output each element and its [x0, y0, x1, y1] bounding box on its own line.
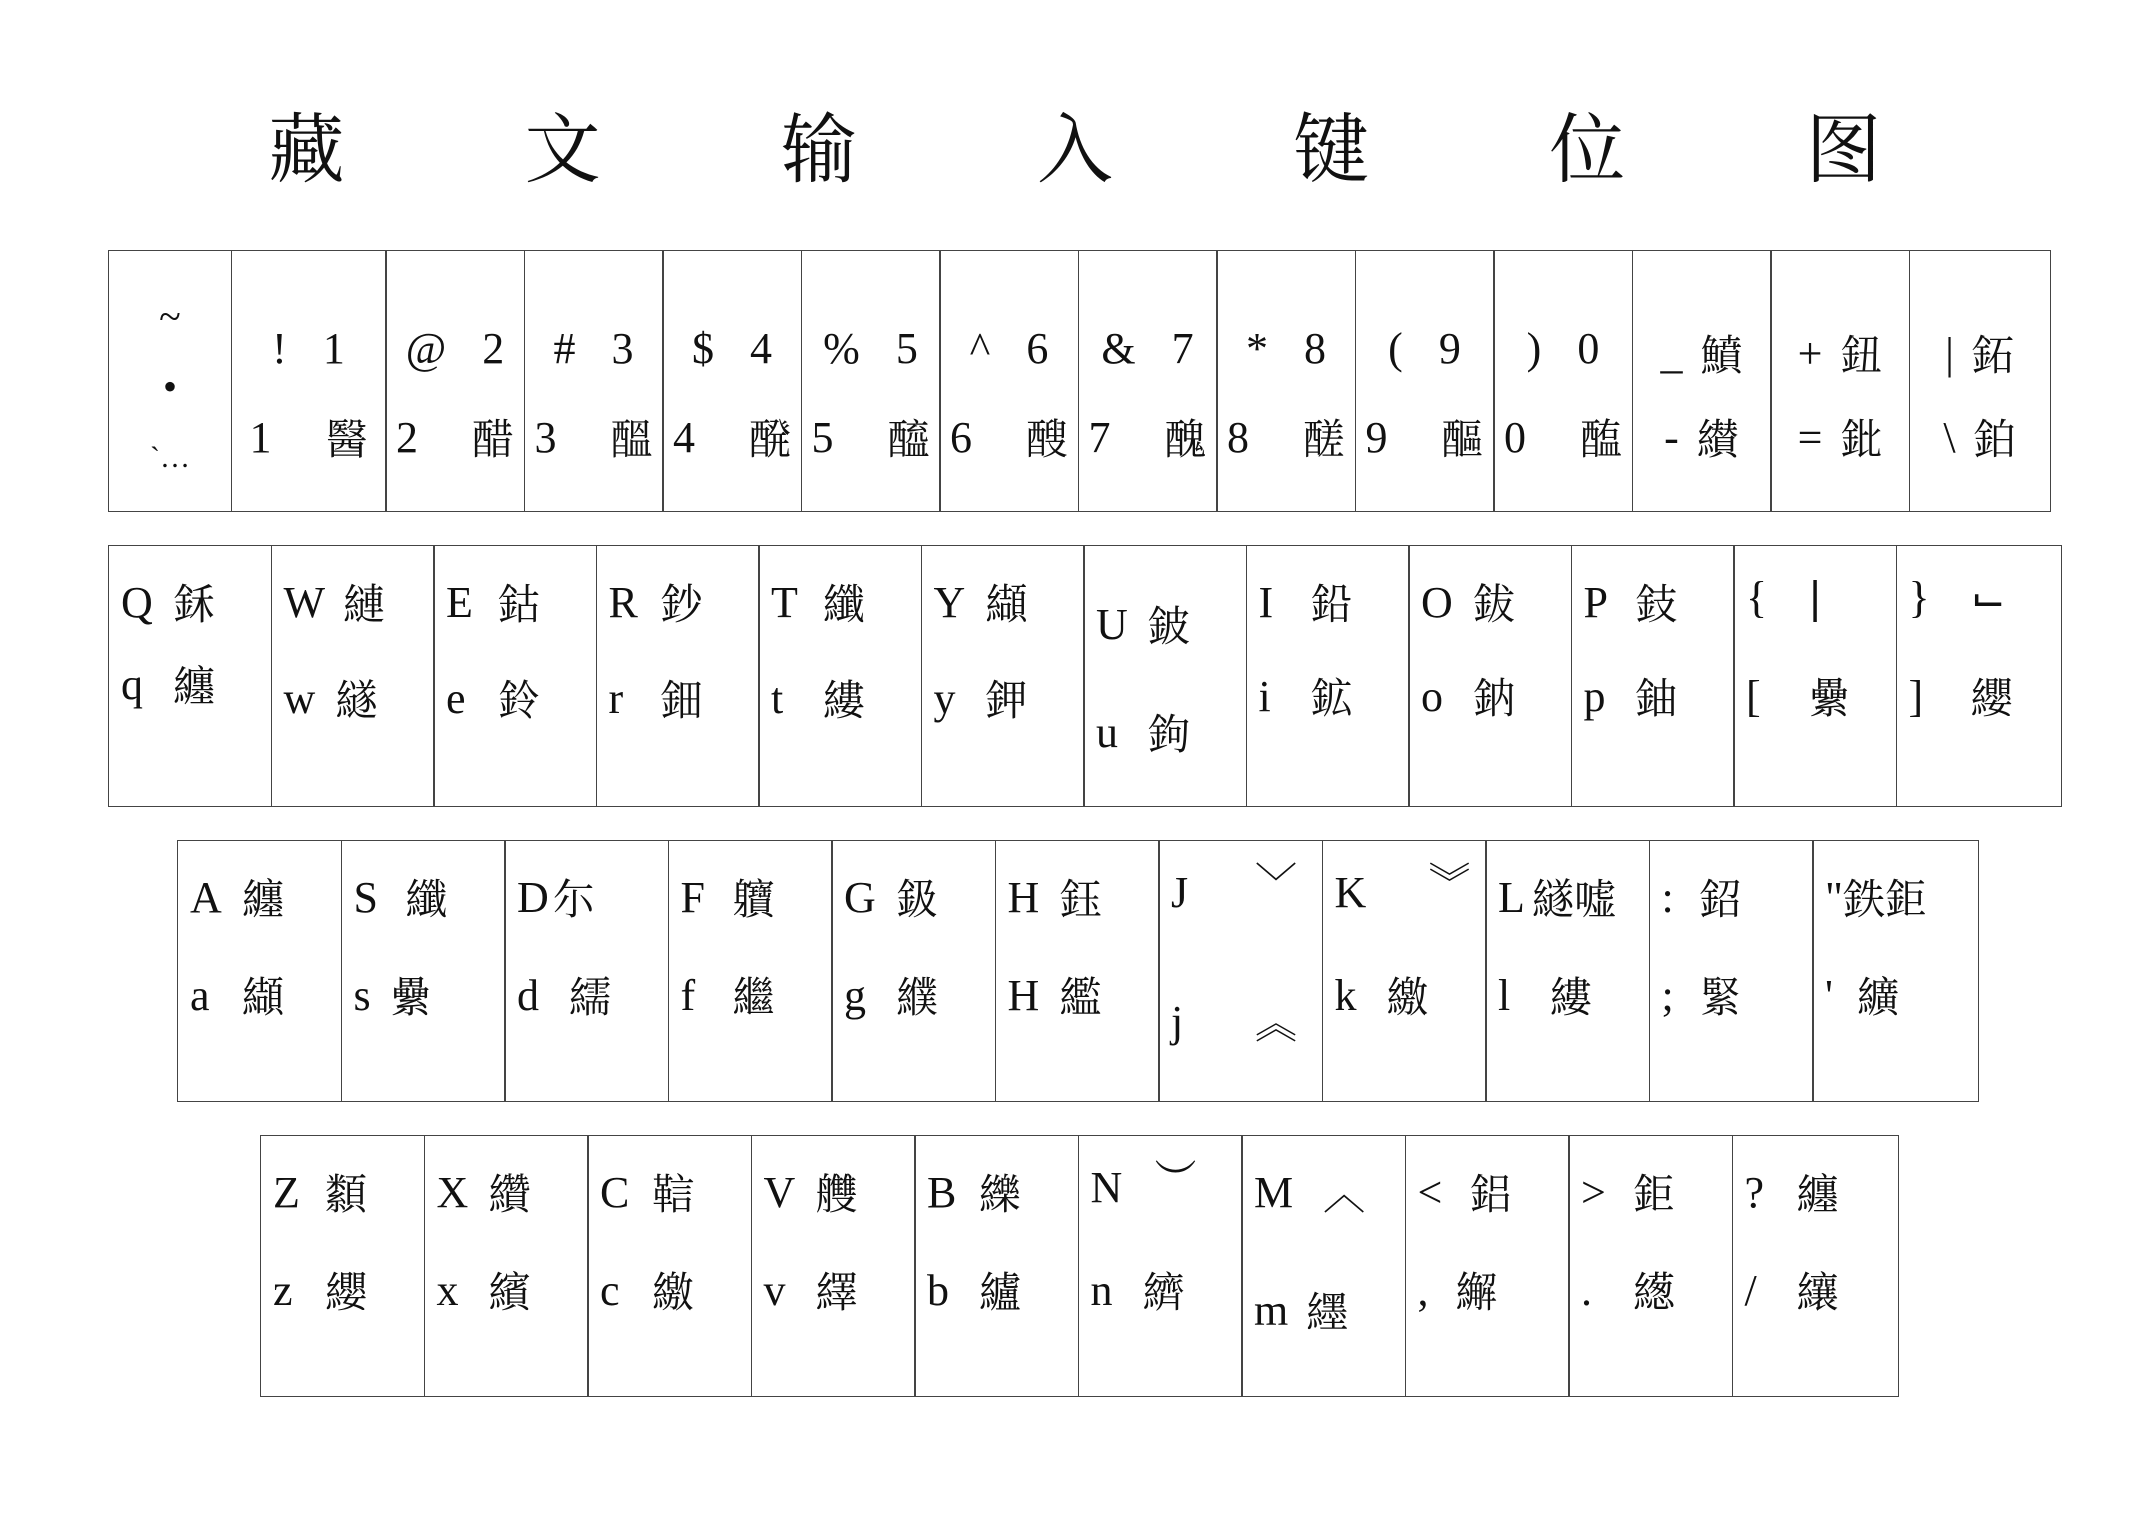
key-upper-letter: A: [190, 872, 222, 922]
key-lower-letter: m: [1254, 1285, 1289, 1335]
key-t: [758, 545, 922, 807]
key-tibetan-char: 醧: [1441, 415, 1484, 464]
key-lower-symbol: ;: [1661, 970, 1674, 1020]
key-lower-char: 纊: [1857, 973, 1900, 1022]
key-tibetan-char: 醞: [610, 415, 653, 464]
key-upper-letter: M: [1254, 1167, 1294, 1217]
key-upper-char: 䩧: [652, 1170, 695, 1219]
key-lower-char: 纓: [325, 1268, 368, 1317]
key-s: [341, 840, 506, 1102]
key-tibetan-char: 醋: [471, 415, 514, 464]
key-upper-char: 纖: [823, 580, 866, 629]
key-lower-letter: j: [1171, 996, 1184, 1046]
key-upper-letter: T: [771, 577, 798, 627]
key-upper-char: 纇: [325, 1170, 368, 1219]
key-lower-letter: c: [600, 1265, 620, 1315]
key-upper-letter: R: [608, 577, 638, 627]
key-symbol: \: [1943, 412, 1956, 462]
key-shift-digit: 7: [1171, 324, 1194, 373]
key-tibetan-char: 醢: [1579, 415, 1622, 464]
key-upper-symbol: ?: [1744, 1167, 1765, 1217]
key-l: [1485, 840, 1650, 1102]
key-lower-letter: p: [1583, 671, 1606, 721]
key-tibetan-char: 醫: [325, 415, 368, 464]
key-lower-char: 鉤: [1148, 710, 1191, 759]
key-upper-char: ﹀: [1255, 858, 1298, 908]
key-lower-letter: y: [933, 673, 956, 723]
key-upper-char: 鋁: [1469, 1170, 1512, 1219]
key-lower-char: 纍: [1808, 674, 1851, 723]
key-tibetan-char: 醙: [1025, 415, 1068, 464]
key-right-bracket: [1896, 545, 2062, 807]
key-upper-symbol: <: [1417, 1167, 1443, 1217]
key-lower-char: 繲: [1455, 1268, 1498, 1317]
key-lower-char: 繸: [335, 676, 378, 725]
key-upper-letter: E: [446, 577, 473, 627]
key-upper-symbol: {: [1746, 573, 1768, 622]
key-e: [433, 545, 597, 807]
key-quote: [1812, 840, 1979, 1102]
key-shift-digit: 3: [611, 324, 634, 373]
key-lower-letter: b: [927, 1265, 949, 1315]
key-upper-letter: V: [763, 1167, 796, 1217]
key-4: [662, 250, 802, 512]
key-lower-char: 鈴: [498, 676, 541, 725]
key-upper-char: 鉅: [1633, 1170, 1676, 1219]
key-tibetan-char: 鈚: [1840, 415, 1883, 464]
key-upper-char: 纅: [979, 1170, 1022, 1219]
key-lower-letter: d: [517, 970, 539, 1020]
key-lower-char: 纍: [389, 973, 432, 1022]
key-upper-letter: O: [1421, 577, 1453, 627]
key-shift-symbol: $: [692, 324, 714, 373]
key-lower-char: 縷: [1550, 973, 1593, 1022]
key-a: [177, 840, 342, 1102]
key-lower-char: 繽: [488, 1268, 531, 1317]
key-lower-symbol: [: [1746, 671, 1761, 721]
key-lower-char: 鈿: [660, 676, 703, 725]
key-shift-symbol: ): [1526, 324, 1542, 373]
key-lower-char: 縷: [823, 676, 866, 725]
key-c: [587, 1135, 752, 1397]
key-upper-symbol: }: [1908, 573, 1930, 622]
key-tibetan-char: 醗: [748, 415, 791, 464]
key-7: [1078, 250, 1218, 512]
key-h: [995, 840, 1160, 1102]
key-upper-letter: I: [1258, 577, 1274, 627]
key-lower-letter: f: [680, 970, 696, 1020]
key-upper-char: 繸嘘: [1532, 875, 1617, 924]
key-lower-letter: z: [273, 1265, 293, 1315]
page-title: 藏 文 输 入 键 位 图: [268, 105, 1960, 194]
key-lower-char: 繳: [652, 1268, 695, 1317]
key-digit: 0: [1503, 412, 1526, 462]
key-lower-letter: u: [1096, 707, 1118, 757]
key-lower-letter: g: [844, 970, 866, 1020]
key-digit: 1: [249, 412, 272, 462]
key-upper-char: 縺: [343, 580, 386, 629]
key-upper-char: ⌙: [1970, 573, 2006, 622]
key-upper-letter: J: [1171, 868, 1189, 917]
key-upper-char: 纖: [405, 875, 448, 924]
key-i: [1246, 545, 1410, 807]
key-upper-symbol: :: [1661, 872, 1674, 922]
key-backslash: [1909, 250, 2051, 512]
key-lower-letter: l: [1498, 970, 1511, 1020]
key-shift-symbol: _: [1660, 328, 1683, 378]
key-slash: [1732, 1135, 1899, 1397]
key-shift-digit: 0: [1577, 324, 1600, 373]
key-upper-char: 鈘: [1635, 580, 1678, 629]
key-symbol: -: [1664, 412, 1679, 462]
key-6: [939, 250, 1079, 512]
key-upper-char: 鉌: [173, 580, 216, 629]
key-lower-char: 纃: [1142, 1268, 1185, 1317]
key-m: [1241, 1135, 1406, 1397]
key-middle: •: [162, 364, 177, 409]
key-o: [1408, 545, 1572, 807]
key-shift-symbol: (: [1388, 324, 1403, 373]
key-lower-char: 繱: [1633, 1268, 1676, 1317]
key-tibetan-char: 醜: [1164, 415, 1207, 464]
key-lower-letter: n: [1090, 1265, 1113, 1315]
key-upper-letter: Z: [273, 1167, 300, 1217]
key-shift-symbol: ^: [969, 324, 991, 373]
key-lower-char: 鉱: [1310, 674, 1353, 723]
key-left-bracket: [1733, 545, 1897, 807]
key-lower-char: 繼: [732, 973, 775, 1022]
key-lower-letter: v: [763, 1265, 786, 1315]
key-3: [524, 250, 664, 512]
key-upper-char: 軉: [732, 875, 775, 924]
key-lower-letter: x: [436, 1265, 459, 1315]
key-lower-char: 纀: [896, 973, 939, 1022]
key-digit: 5: [811, 412, 834, 462]
key-lower-letter: a: [190, 970, 210, 1020]
key-f: [668, 840, 833, 1102]
key-upper-char: 艭: [815, 1170, 858, 1219]
key-lower-char: 繳: [1386, 973, 1429, 1022]
key-lower-char: 纆: [1306, 1288, 1349, 1337]
key-tibetan-char: 纉: [1696, 415, 1739, 464]
keyboard-row-bottom: [260, 1135, 1897, 1397]
key-upper-letter: U: [1096, 599, 1128, 649]
key-lower-char: 鈉: [1473, 674, 1516, 723]
key-lower-char: 繿: [1059, 973, 1102, 1022]
key-shift-symbol: &: [1101, 324, 1136, 373]
key-lower-symbol: ,: [1417, 1265, 1429, 1315]
key-lower-char: 纈: [242, 973, 285, 1022]
key-y: [921, 545, 1085, 807]
key-tibetan-char: 醝: [1302, 415, 1345, 464]
key-q: [108, 545, 272, 807]
key-digit: 2: [395, 412, 418, 462]
key-lower-letter: H: [1007, 970, 1040, 1020]
key-lower-letter: i: [1258, 671, 1271, 721]
key-shift-digit: 9: [1438, 324, 1461, 373]
key-lower-char: 緊: [1699, 973, 1742, 1022]
key-upper-letter: N: [1090, 1163, 1123, 1212]
key-9: [1355, 250, 1495, 512]
key-upper-char: 尓: [553, 875, 596, 924]
key-upper-letter: P: [1583, 577, 1608, 627]
key-upper-letter: L: [1498, 872, 1525, 922]
key-digit: 3: [534, 412, 557, 462]
key-upper-char: ︿: [1323, 1170, 1366, 1219]
key-p: [1571, 545, 1735, 807]
key-upper-letter: C: [600, 1167, 630, 1217]
key-upper-char: ︾: [1428, 858, 1471, 908]
key-shift-tibetan-char: 鱝: [1700, 331, 1743, 380]
key-lower-letter: e: [446, 673, 466, 723]
key-lower-letter: q: [121, 659, 143, 709]
key-lower-char: 鉀: [985, 676, 1028, 725]
key-lower-symbol: /: [1744, 1265, 1757, 1315]
key-lower-char: 鈾: [1635, 674, 1678, 723]
key-shift-tibetan-char: 鉐: [1971, 331, 2014, 380]
key-r: [596, 545, 760, 807]
key-shift-symbol: *: [1246, 324, 1268, 373]
key-upper-char: 鉊: [1699, 875, 1742, 924]
key-shift-digit: 5: [895, 324, 918, 373]
key-lower-letter: s: [353, 970, 371, 1020]
key-b: [914, 1135, 1079, 1397]
key-upper-letter: F: [680, 872, 705, 922]
key-lower-letter: r: [608, 673, 624, 723]
key-z: [260, 1135, 425, 1397]
key-lower-char: ︽: [1255, 999, 1298, 1048]
key-upper-char: 鉛: [1310, 580, 1353, 629]
key-upper-letter: W: [283, 577, 326, 627]
key-shift-symbol: +: [1797, 328, 1823, 378]
key-upper-char: 鈹: [1148, 602, 1191, 651]
keyboard-row-qwerty: [108, 545, 2060, 807]
key-lower-char: 纓: [1970, 674, 2013, 723]
key-lower-symbol: .: [1581, 1265, 1592, 1315]
key-comma: [1405, 1135, 1570, 1397]
key-tilde: [108, 250, 232, 512]
key-w: [271, 545, 435, 807]
key-upper-char: 纘: [488, 1170, 531, 1219]
key-u: [1083, 545, 1247, 807]
key-n: [1078, 1135, 1243, 1397]
key-lower-letter: k: [1334, 970, 1357, 1020]
key-shift-symbol: #: [553, 324, 576, 373]
key-shift-symbol: |: [1945, 328, 1954, 378]
keyboard-row-number: [108, 250, 2049, 512]
key-upper-symbol: ": [1825, 872, 1843, 922]
key-semicolon: [1649, 840, 1814, 1102]
key-j: [1158, 840, 1323, 1102]
key-lower-letter: o: [1421, 671, 1443, 721]
key-upper-char: 纈: [985, 580, 1028, 629]
key-v: [751, 1135, 916, 1397]
key-upper-char: |: [1808, 573, 1823, 622]
key-upper-letter: K: [1334, 868, 1367, 917]
key-digit: 4: [672, 412, 695, 462]
key-digit: 6: [949, 412, 972, 462]
key-upper-letter: S: [353, 872, 378, 922]
key-k: [1322, 840, 1487, 1102]
key-upper-letter: G: [844, 872, 876, 922]
key-digit: 8: [1226, 412, 1249, 462]
key-shift-digit: 6: [1026, 324, 1049, 373]
key-lower: `…: [150, 441, 190, 474]
key-upper-char: 鈷: [498, 580, 541, 629]
keyboard-row-home: [177, 840, 1978, 1102]
key-minus: [1632, 250, 1772, 512]
key-upper-char: 鈸: [1473, 580, 1516, 629]
key-5: [801, 250, 941, 512]
key-8: [1216, 250, 1356, 512]
key-upper-char: ︶: [1154, 1155, 1197, 1205]
key-upper-char: 鈒: [896, 875, 939, 924]
key-lower-char: 繹: [815, 1268, 858, 1317]
key-upper-char: 鈺: [1059, 875, 1102, 924]
key-lower-char: 纕: [1796, 1268, 1839, 1317]
key-upper-letter: B: [927, 1167, 957, 1217]
key-1: [231, 250, 387, 512]
key-shift-symbol: !: [272, 324, 287, 373]
key-lower-char: 纏: [173, 662, 216, 711]
key-shift-digit: 1: [322, 324, 345, 373]
key-period: [1568, 1135, 1733, 1397]
key-equal: [1770, 250, 1910, 512]
key-upper-char: 鈔: [660, 580, 703, 629]
key-upper: ~: [159, 294, 181, 339]
key-shift-digit: 2: [482, 324, 505, 373]
key-lower-letter: t: [771, 673, 784, 723]
key-lower-char: 纑: [979, 1268, 1022, 1317]
key-shift-digit: 4: [750, 324, 772, 373]
key-upper-char: 鉄鉅: [1842, 875, 1927, 924]
key-upper-letter: X: [436, 1167, 469, 1217]
key-upper-letter: Y: [933, 577, 966, 627]
key-shift-tibetan-char: 鈕: [1840, 331, 1883, 380]
key-lower-char: 繻: [569, 973, 612, 1022]
key-digit: 9: [1365, 412, 1388, 462]
key-symbol: =: [1797, 412, 1823, 462]
key-upper-symbol: >: [1581, 1167, 1606, 1217]
key-tibetan-char: 醯: [887, 415, 930, 464]
key-shift-digit: 8: [1304, 324, 1326, 373]
key-upper-letter: D: [517, 872, 549, 922]
key-upper-char: 纏: [242, 875, 285, 924]
key-d: [504, 840, 669, 1102]
key-upper-char: 纏: [1796, 1170, 1839, 1219]
key-lower-letter: w: [283, 673, 316, 723]
key-tibetan-char: 鉑: [1973, 415, 2016, 464]
key-upper-letter: Q: [121, 577, 153, 627]
key-2: [385, 250, 525, 512]
key-0: [1493, 250, 1633, 512]
key-shift-symbol: @: [405, 324, 447, 373]
key-lower-symbol: ]: [1908, 671, 1924, 721]
key-shift-symbol: %: [823, 324, 860, 373]
key-upper-letter: H: [1007, 872, 1040, 922]
key-g: [831, 840, 996, 1102]
key-lower-symbol: ': [1825, 970, 1833, 1020]
key-digit: 7: [1088, 412, 1111, 462]
key-x: [424, 1135, 589, 1397]
